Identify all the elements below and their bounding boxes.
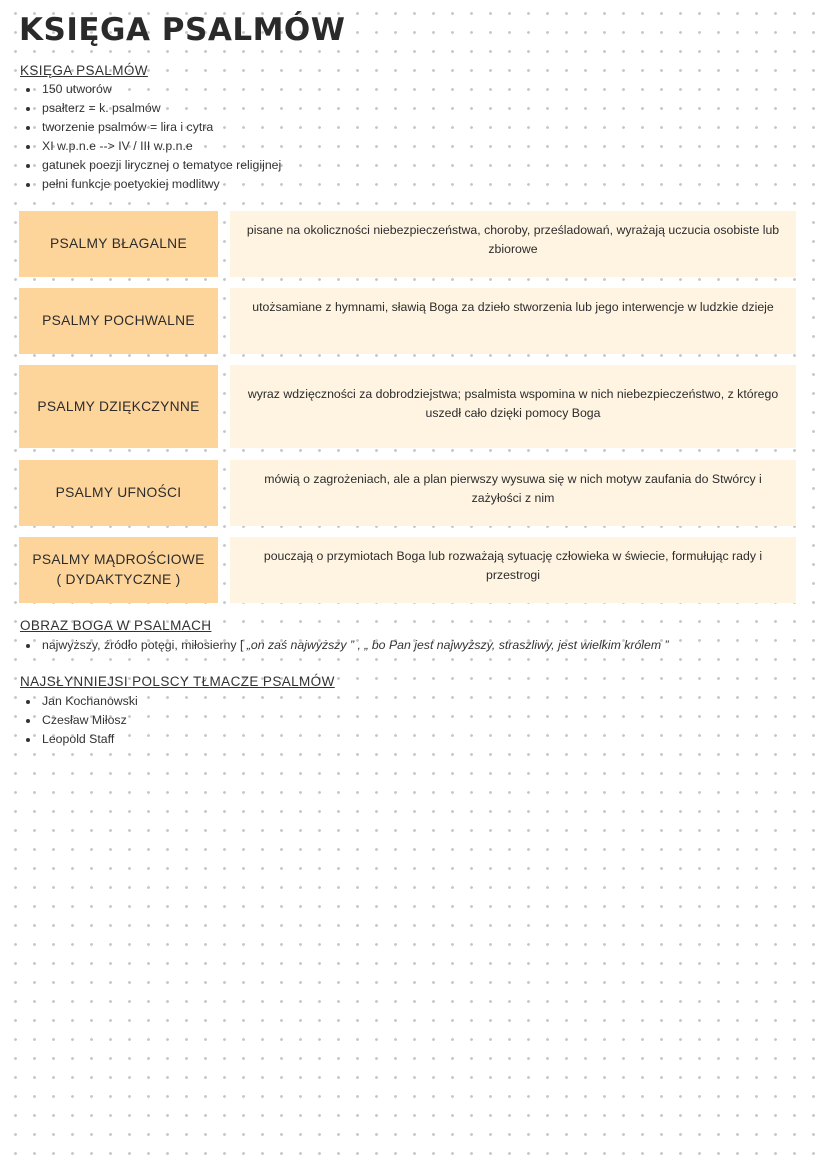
list-item: gatunek poezji lirycznej o tematyce religijnej: [22, 156, 281, 175]
psalm-type-description: utożsamiane z hymnami, sławią Boga za dzieło stworzenia lub jego interwencje w ludzkie dzieje: [230, 288, 796, 354]
psalm-type-name: PSALMY BŁAGALNE: [19, 211, 218, 277]
list-item: tworzenie psalmów = lira i cytra: [22, 118, 281, 137]
psalm-type-row: [19, 211, 796, 277]
psalm-type-name: PSALMY MĄDROŚCIOWE ( DYDAKTYCZNE ): [19, 537, 218, 603]
obraz-list: [22, 636, 669, 655]
translators-heading: NAJSŁYNNIEJSI POLSCY TŁMACZE PSALMÓW: [20, 674, 335, 689]
psalm-type-name: PSALMY POCHWALNE: [19, 288, 218, 354]
psalm-type-row: [19, 365, 796, 448]
list-item: pełni funkcje poetyckiej modlitwy: [22, 175, 281, 194]
psalm-type-row: [19, 537, 796, 603]
list-item: Leopold Staff: [22, 730, 138, 749]
obraz-heading: OBRAZ BOGA W PSALMACH: [20, 618, 212, 633]
intro-heading: KSIĘGA PSALMÓW: [20, 63, 148, 78]
psalm-type-row: [19, 288, 796, 354]
psalm-type-description: pisane na okoliczności niebezpieczeństwa, choroby, prześladowań, wyrażają uczucia osobiste lub zbiorowe: [230, 211, 796, 277]
list-item: XI w.p.n.e --> IV / III w.p.n.e: [22, 137, 281, 156]
list-item: psałterz = k. psalmów: [22, 99, 281, 118]
page-title: KSIĘGA PSALMÓW: [19, 12, 346, 48]
obraz-plain-text: najwyższy, źródło potęgi, miłosierny [: [42, 638, 247, 652]
psalm-type-name: PSALMY UFNOŚCI: [19, 460, 218, 526]
list-item: Jan Kochanowski: [22, 692, 138, 711]
list-item: [22, 636, 669, 655]
intro-list: [22, 80, 281, 194]
psalm-type-description: wyraz wdzięczności za dobrodziejstwa; psalmista wspomina w nich niebezpieczeństwo, z którego uszedł cało dzięki pomocy Boga: [230, 365, 796, 448]
list-item: 150 utworów: [22, 80, 281, 99]
list-item: Czesław Miłosz: [22, 711, 138, 730]
obraz-quote-text: „on zaś najwyższy ” , „ bo Pan jest najwyższy, straszliwy, jest wielkim królem ”: [246, 638, 669, 652]
psalm-type-description: mówią o zagrożeniach, ale a plan pierwszy wysuwa się w nich motyw zaufania do Stwórcy i zażyłości z nim: [230, 460, 796, 526]
psalm-type-name: PSALMY DZIĘKCZYNNE: [19, 365, 218, 448]
psalm-type-description: pouczają o przymiotach Boga lub rozważają sytuację człowieka w świecie, formułując rady i przestrogi: [230, 537, 796, 603]
psalm-type-row: [19, 460, 796, 526]
translators-list: [22, 692, 138, 749]
